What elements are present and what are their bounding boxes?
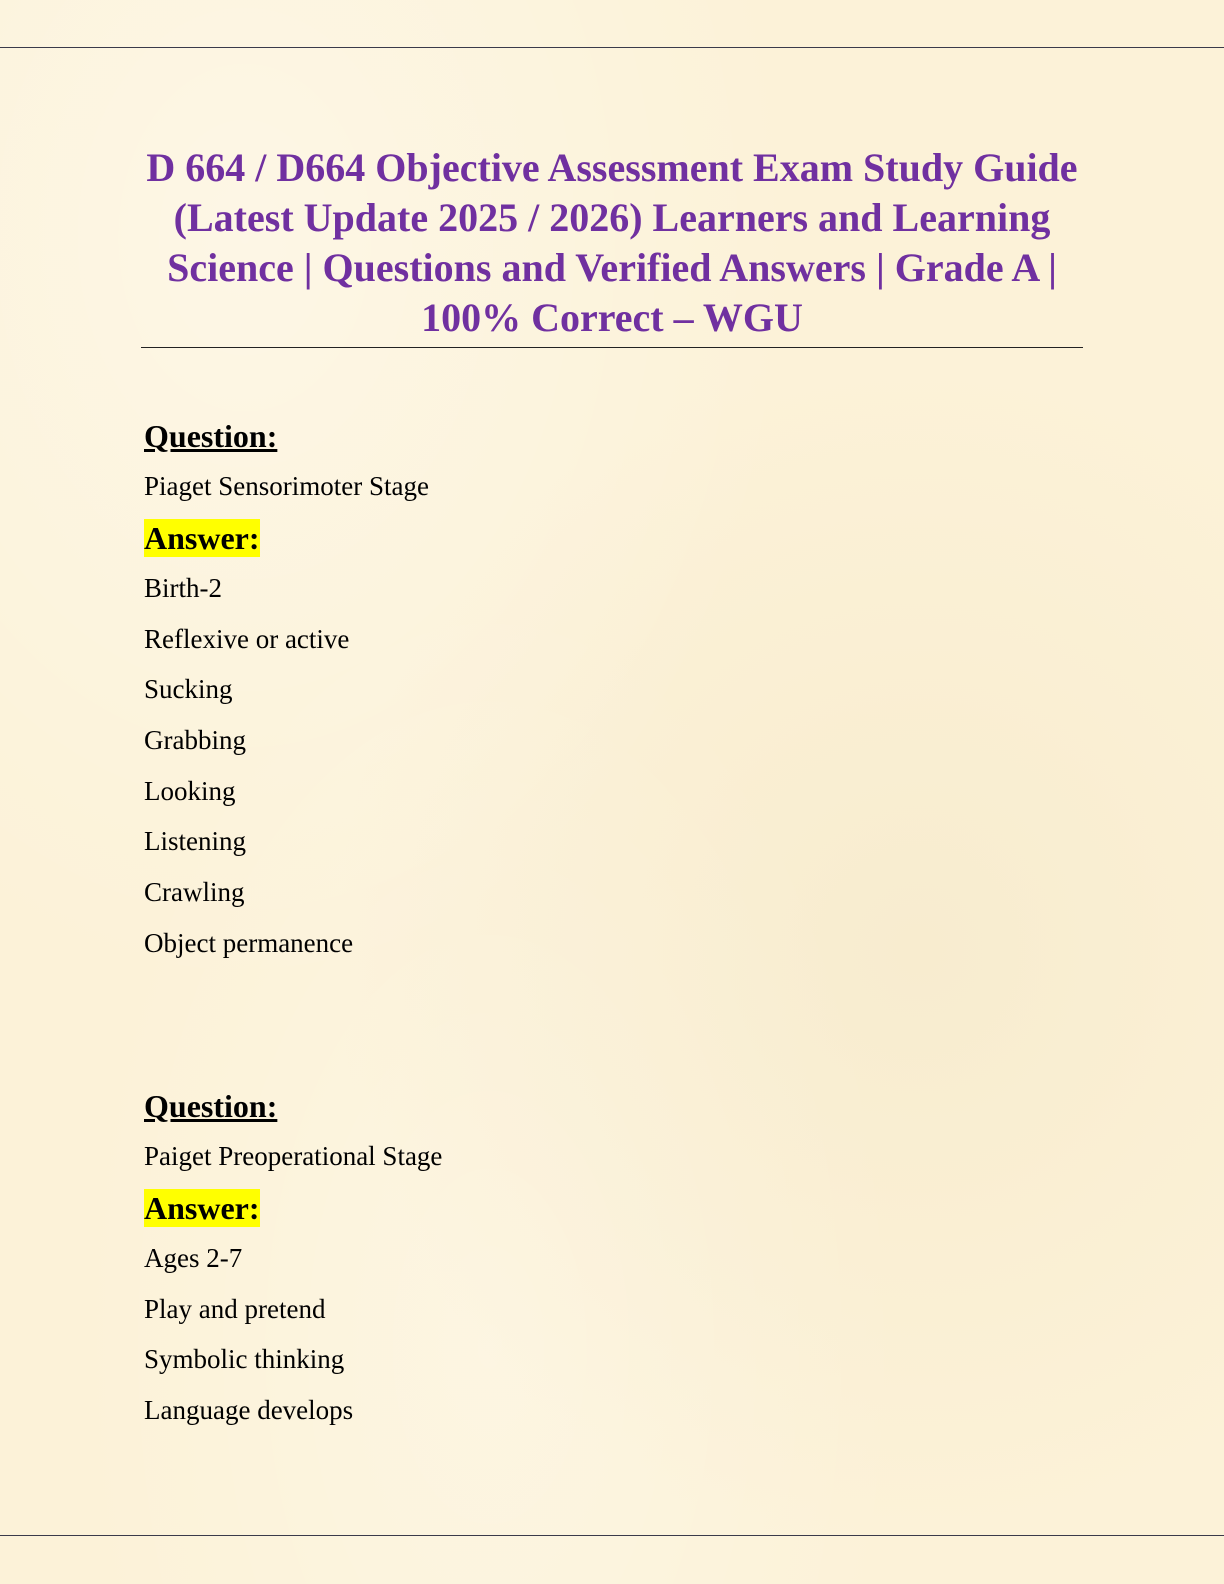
page-title: D 664 / D664 Objective Assessment Exam Study Guide (Latest Update 2025 / 2026) Learners and Learning Science | Questions and Verified Answers | Grade A | 100% Correct – WGU: [146, 145, 1078, 340]
answer-item: Birth-2: [144, 573, 222, 603]
header-rule: [0, 47, 1224, 48]
title-block: [141, 143, 1083, 348]
qa-block-1: [144, 418, 1044, 978]
answer-item: Language develops: [144, 1395, 354, 1426]
answer-list: [144, 572, 1044, 959]
answer-item: Sucking: [144, 674, 233, 705]
answer-item: Object permanence: [144, 927, 354, 958]
answer-item: Crawling: [144, 877, 245, 908]
answer-item: Reflexive or active: [144, 623, 350, 654]
answer-label: Answer:: [144, 1190, 260, 1226]
answer-list: [144, 1242, 1044, 1426]
answer-item: Play and pretend: [144, 1293, 326, 1324]
question-text: Piaget Sensorimoter Stage: [144, 471, 429, 501]
answer-item: Looking: [144, 775, 236, 806]
answer-item: Ages 2-7: [144, 1243, 243, 1273]
answer-label: Answer:: [144, 520, 260, 556]
qa-block-2: [144, 1088, 1044, 1445]
question-label: Question:: [144, 418, 278, 454]
footer-rule: [0, 1535, 1224, 1536]
question-text: Paiget Preoperational Stage: [144, 1141, 443, 1171]
answer-item: Symbolic thinking: [144, 1344, 345, 1375]
question-label: Question:: [144, 1088, 278, 1124]
answer-item: Grabbing: [144, 725, 246, 756]
answer-item: Listening: [144, 826, 246, 857]
